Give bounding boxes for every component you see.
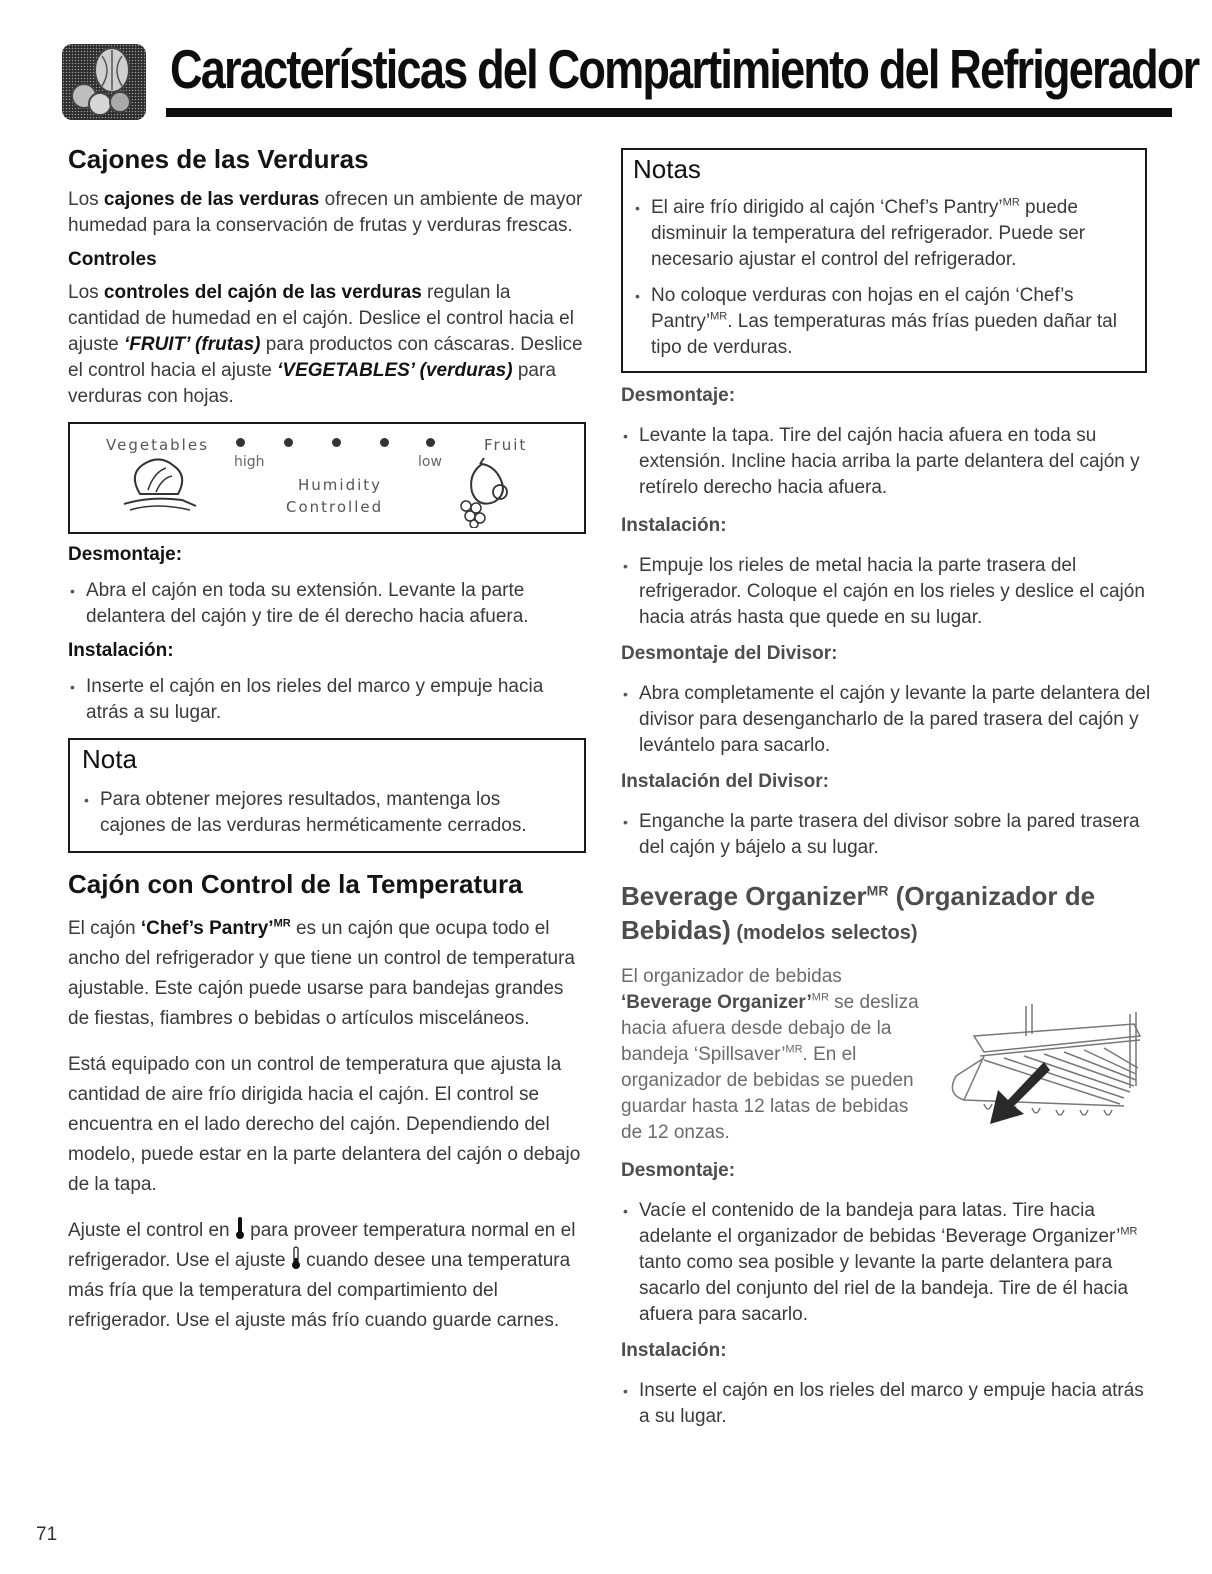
controls-text: Los controles del cajón de las verduras regulan la cantidad de humedad en el cajón. Deslice el control hacia el ajuste ‘FRUIT’ (frutas) para productos con cáscaras. Deslice el control hacia el ajuste ‘VEGETABLES’ (verduras) para verduras con hojas. xyxy=(68,282,583,407)
list-item: • Abra completamente el cajón y levante la parte delantera del divisor para desengancharlo de la pared trasera del cajón y levántelo para sacarlo. xyxy=(621,681,1151,759)
chefs-pantry-instructions xyxy=(621,385,1151,1430)
humidity-setting-dot xyxy=(380,438,389,447)
page-number: 71 xyxy=(36,1524,58,1545)
low-label: low xyxy=(418,454,442,470)
thermometer-full-icon xyxy=(235,1216,245,1240)
list-item: • Abra el cajón en toda su extensión. Levante la parte delantera del cajón y tire de él derecho hacia afuera. xyxy=(68,578,586,630)
install-heading: Instalación: xyxy=(68,640,174,661)
controlled-label: Controlled xyxy=(286,498,384,516)
install-heading: Instalación: xyxy=(621,515,727,536)
list-item: • El aire frío dirigido al cajón ‘Chef’s Pantry’$^{MR}$ puede disminuir la temperatura del refrigerador. Puede ser necesario ajustar el control del refrigerador. xyxy=(633,195,1133,273)
left-column xyxy=(68,144,586,1336)
removal-list xyxy=(68,578,586,630)
list-item: • Levante la tapa. Tire del cajón hacia afuera en toda su extensión. Incline hacia arriba la parte delantera del cajón y retírelo derecho hacia afuera. xyxy=(621,423,1151,501)
list-item: • Inserte el cajón en los rieles del marco y empuje hacia atrás a su lugar. xyxy=(68,674,586,726)
notes-box xyxy=(621,148,1147,373)
vegetables-label: Vegetables xyxy=(106,436,209,454)
thermometer-low-icon xyxy=(291,1246,301,1270)
humidity-setting-dot xyxy=(332,438,341,447)
note-title: Nota xyxy=(82,744,137,774)
crisper-heading: Cajones de las Verduras xyxy=(68,144,369,174)
beverage-organizer-heading: Beverage Organizer$^{MR}$ (Organizador de Bebidas) (modelos selectos) xyxy=(621,881,1096,945)
right-column xyxy=(621,148,1151,1430)
beverage-organizer-text: El organizador de bebidas ‘Beverage Organizer’$^{MR}$ se desliza hacia afuera desde debajo de la bandeja ‘Spillsaver’$^{MR}$. En el organizador de bebidas se pueden guardar hasta 12 latas de bebidas de 12 onzas. xyxy=(621,966,919,1143)
list-item: • Para obtener mejores resultados, mantenga los cajones de las verduras herméticamente cerrados. xyxy=(82,787,568,839)
crisper-intro: Los cajones de las verduras ofrecen un ambiente de mayor humedad para la conservación de frutas y verduras frescas. xyxy=(68,189,583,236)
install-list xyxy=(68,674,586,726)
beverage-install-heading: Instalación: xyxy=(621,1340,727,1361)
temperature-paragraph-3: Ajuste el control en para proveer temperatura normal en el refrigerador. Use el ajuste cuando desee una temperatura más fría que la temperatura del compartimiento del refrigerador. Use el ajuste más frío cuando guarde carnes. xyxy=(68,1216,586,1336)
divider-removal-heading: Desmontaje del Divisor: xyxy=(621,643,838,664)
humidity-label: Humidity xyxy=(298,476,383,494)
produce-icon xyxy=(62,44,146,120)
humidity-setting-dot xyxy=(236,438,245,447)
temperature-drawer-heading: Cajón con Control de la Temperatura xyxy=(68,869,523,899)
list-item: • Vacíe el contenido de la bandeja para latas. Tire hacia adelante el organizador de bebidas ‘Beverage Organizer’$^{MR}$ tanto como sea posible y levante la parte delantera para sacarlo del conjunto del riel de la bandeja. Tire de él hacia afuera para sacarlo. xyxy=(621,1198,1151,1328)
high-label: high xyxy=(234,454,265,470)
divider-install-heading: Instalación del Divisor: xyxy=(621,771,829,792)
fruit-icon xyxy=(450,456,522,528)
fruit-label: Fruit xyxy=(484,436,528,454)
notes-title: Notas xyxy=(633,154,701,184)
note-box xyxy=(68,738,586,853)
title-rule xyxy=(166,108,1172,117)
temperature-paragraph-2: Está equipado con un control de temperatura que ajusta la cantidad de aire frío dirigida hacia el cajón. El control se encuentra en el lado derecho del cajón. Dependiendo del modelo, puede estar en la parte delantera del cajón o debajo de la tapa. xyxy=(68,1054,581,1195)
vegetables-icon xyxy=(120,454,202,514)
list-item: • No coloque verduras con hojas en el cajón ‘Chef’s Pantry’$^{MR}$. Las temperaturas más frías pueden dañar tal tipo de verduras. xyxy=(633,283,1133,361)
humidity-control-panel xyxy=(68,422,586,534)
humidity-setting-dot xyxy=(426,438,435,447)
list-item: • Empuje los rieles de metal hacia la parte trasera del refrigerador. Coloque el cajón en los rieles y deslice el cajón hacia atrás hasta que quede en su lugar. xyxy=(621,553,1151,631)
removal-heading: Desmontaje: xyxy=(68,544,183,565)
humidity-setting-dot xyxy=(284,438,293,447)
controls-heading: Controles xyxy=(68,249,157,270)
beverage-organizer-illustration xyxy=(944,996,1152,1138)
temperature-paragraph-1: El cajón ‘Chef’s Pantry’$^{MR}$ es un cajón que ocupa todo el ancho del refrigerador y que tiene un control de temperatura ajustable. Este cajón puede usarse para bandejas grandes de fiestas, fiambres o bebidas o artículos misceláneos. xyxy=(68,917,575,1029)
list-item: • Enganche la parte trasera del divisor sobre la pared trasera del cajón y bájelo a su lugar. xyxy=(621,809,1151,861)
list-item: • Inserte el cajón en los rieles del marco y empuje hacia atrás a su lugar. xyxy=(621,1378,1151,1430)
page-title: Características del Compartimiento del Refrigerador xyxy=(170,38,1199,100)
beverage-removal-heading: Desmontaje: xyxy=(621,1160,736,1181)
removal-heading: Desmontaje: xyxy=(621,385,736,406)
